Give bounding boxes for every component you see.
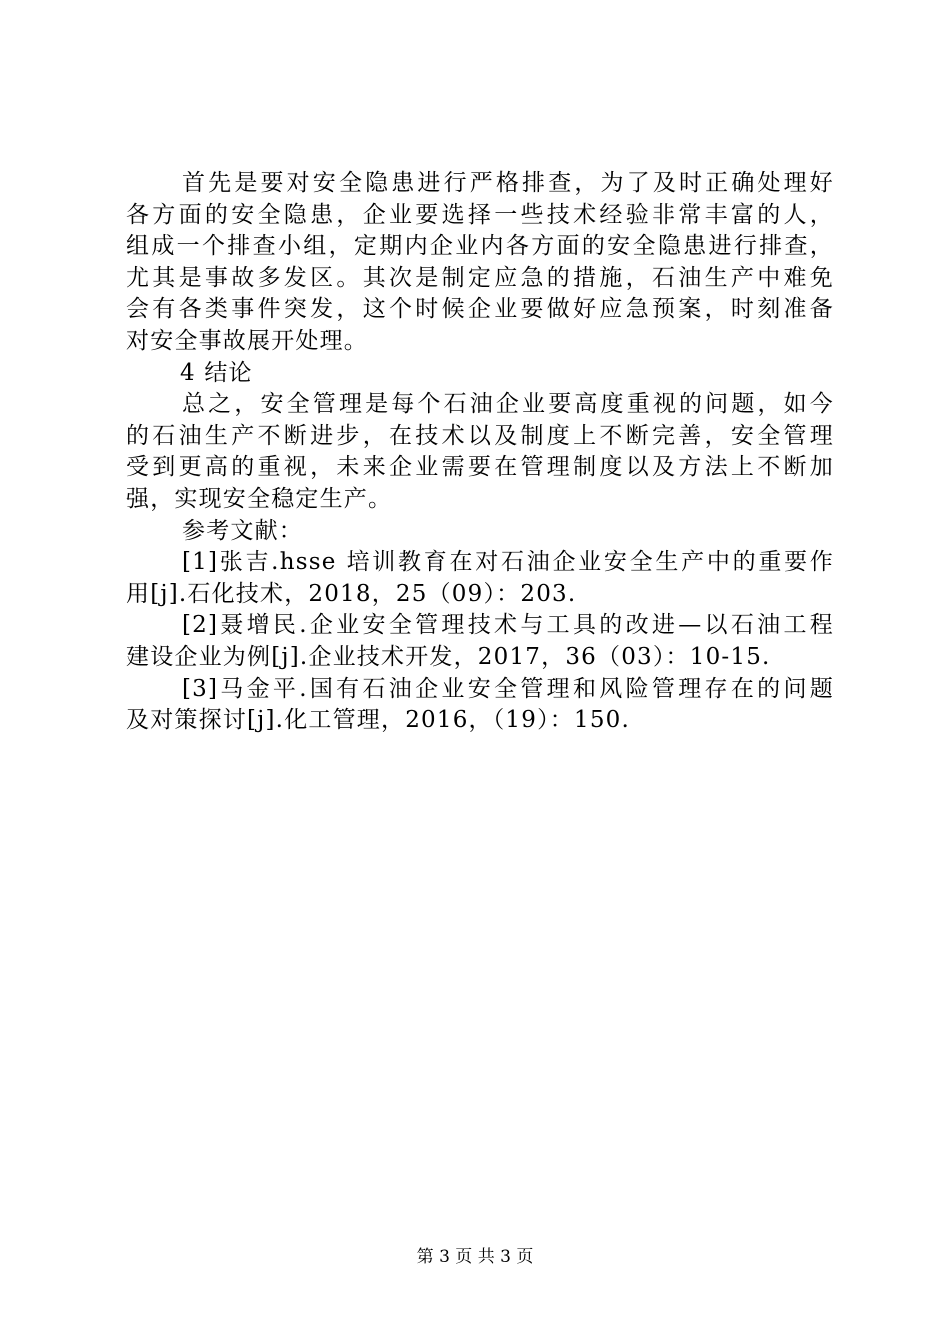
reference-line: [2]聂增民.企业安全管理技术与工具的改进—以石油工程 bbox=[182, 612, 834, 639]
paragraph-line: 对安全事故展开处理。 bbox=[126, 327, 368, 354]
references-heading: 参考文献： bbox=[182, 517, 303, 544]
paragraph-line: 尤其是事故多发区。其次是制定应急的措施，石油生产中难免 bbox=[126, 264, 834, 291]
paragraph-line: 各方面的安全隐患，企业要选择一些技术经验非常丰富的人， bbox=[126, 201, 834, 228]
references-list bbox=[126, 547, 834, 737]
reference-line: 及对策探讨[j].化工管理，2016，（19）：150. bbox=[126, 707, 630, 734]
page-footer: 第 3 页 共 3 页 bbox=[416, 1247, 534, 1267]
paragraph-line: 会有各类事件突发，这个时候企业要做好应急预案，时刻准备 bbox=[126, 296, 834, 323]
reference-item bbox=[126, 674, 834, 737]
paragraph-line: 受到更高的重视，未来企业需要在管理制度以及方法上不断加 bbox=[126, 454, 834, 481]
reference-line: 建设企业为例[j].企业技术开发，2017，36（03）：10-15. bbox=[126, 643, 771, 670]
reference-line: 用[j].石化技术，2018，25（09）：203. bbox=[126, 580, 577, 607]
document-body bbox=[126, 168, 834, 737]
paragraph-line: 的石油生产不断进步，在技术以及制度上不断完善，安全管理 bbox=[126, 422, 834, 449]
reference-item bbox=[126, 547, 834, 610]
paragraph-line: 组成一个排查小组，定期内企业内各方面的安全隐患进行排查， bbox=[126, 233, 834, 260]
reference-line: [1]张吉.hsse 培训教育在对石油企业安全生产中的重要作 bbox=[182, 549, 834, 576]
reference-item bbox=[126, 610, 834, 673]
paragraph-safety-inspection bbox=[126, 168, 834, 358]
section-heading-conclusion: 4 结论 bbox=[180, 359, 253, 386]
reference-line: [3]马金平.国有石油企业安全管理和风险管理存在的问题 bbox=[182, 675, 834, 702]
paragraph-line: 强，实现安全稳定生产。 bbox=[126, 485, 393, 512]
paragraph-line: 总之，安全管理是每个石油企业要高度重视的问题，如今 bbox=[182, 391, 834, 418]
paragraph-line: 首先是要对安全隐患进行严格排查，为了及时正确处理好 bbox=[182, 170, 834, 196]
paragraph-conclusion bbox=[126, 389, 834, 515]
